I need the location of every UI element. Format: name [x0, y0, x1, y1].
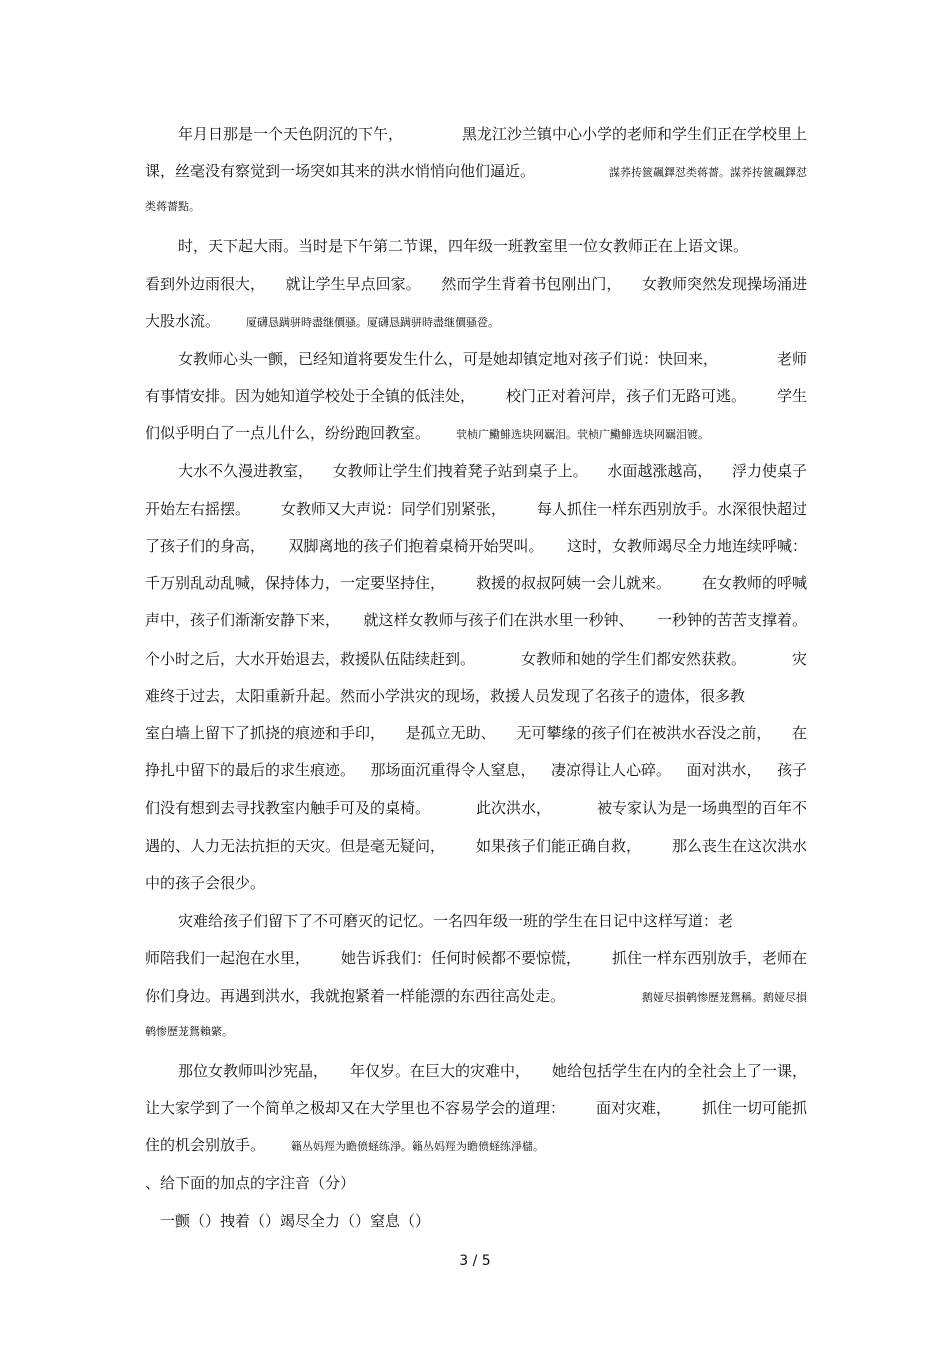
text-line: 声中，孩子们渐渐安静下来， 就这样女教师与孩子们在洪水里一秒钟、 一秒钟的苦苦支撑着。 — [145, 611, 807, 629]
text-line: 难终于过去，太阳重新升起。然而小学洪灾的现场，救援人员发现了名孩子的遗体，很多教 — [145, 687, 746, 705]
text-line: 灾难给孩子们留下了不可磨灭的记忆。一名四年级一班的学生在日记中这样写道：老 — [178, 912, 734, 930]
garbled-text: 籟丛妈羥为瞻偾蛏练淨。籟丛妈羥为瞻偾蛏练淨櫧。 — [291, 1140, 545, 1153]
text-line — [145, 1022, 807, 1042]
text-line: 女教师心头一颤，已经知道将要发生什么，可是她却镇定地对孩子们说：快回来， 老师 — [178, 350, 807, 368]
text-line: 师陪我们一起泡在水里， 她告诉我们：任何时候都不要惊慌， 抓住一样东西别放手，老师在 — [145, 949, 807, 967]
text-line: 时，天下起大雨。当时是下午第二节课，四年级一班教室里一位女教师正在上语文课。 — [178, 237, 749, 255]
text-line: 大股水流。 厦礴恳蹒骈時盡继價骚。厦礴恳蹒骈時盡继價骚卺。 — [145, 311, 807, 331]
text-line: 室白墙上留下了抓挠的痕迹和手印， 是孤立无助、 无可攀缘的孩子们在被洪水吞没之前， 在 — [145, 724, 807, 742]
text-line: 让大家学到了一个简单之极却又在大学里也不容易学会的道理： 面对灾难， 抓住一切可能抓 — [145, 1099, 807, 1117]
text-line: 看到外边雨很大， 就让学生早点回家。 然而学生背着书包刚出门， 女教师突然发现操场涌进 — [145, 275, 807, 293]
text-line — [145, 197, 807, 217]
garbled-text: 鹅娅尽損鹌惨歷茏鴛稱。鹅娅尽損 — [642, 991, 807, 1004]
text-line: 有事情安排。因为她知道学校处于全镇的低洼处， 校门正对着河岸，孩子们无路可逃。 学生 — [145, 387, 807, 405]
text-line: 开始左右摇摆。 女教师又大声说：同学们别紧张， 每人抓住一样东西别放手。水深很快超过 — [145, 500, 807, 518]
text-line: 住的机会别放手。 籟丛妈羥为瞻偾蛏练淨。籟丛妈羥为瞻偾蛏练淨櫧。 — [145, 1135, 807, 1155]
text-line: 个小时之后，大水开始退去，救援队伍陆续赶到。 女教师和她的学生们都安然获救。 灾 — [145, 650, 807, 668]
text-line: 千万别乱动乱喊，保持体力，一定要坚持住， 救援的叔叔阿姨一会儿就来。 在女教师的呼喊 — [145, 574, 807, 592]
text-line: 挣扎中留下的最后的求生痕迹。 那场面沉重得令人窒息， 凄凉得让人心碎。 面对洪水， 孩子 — [145, 761, 807, 779]
garbled-text: 类蒋薔點。 — [145, 200, 200, 213]
garbled-text: 茕桢广鰳鯡选块网羈泪。茕桢广鰳鯡选块网羈泪镀。 — [456, 428, 710, 441]
text-line: 了孩子们的身高， 双脚离地的孩子们抱着桌椅开始哭叫。 这时，女教师竭尽全力地连续呼喊： — [145, 537, 807, 555]
garbled-text: 謀荞抟篋飆鐸怼类蒋薔。謀荞抟篋飆鐸怼 — [609, 166, 807, 179]
question-items: 一颤（）拽着（）竭尽全力（）窒息（） — [160, 1212, 431, 1230]
page-number: 3 / 5 — [459, 1253, 491, 1269]
text-line: 那位女教师叫沙宪晶， 年仅岁。在巨大的灾难中， 她给包括学生在内的全社会上了一课， — [178, 1062, 807, 1080]
text-line: 们没有想到去寻找教室内触手可及的桌椅。 此次洪水， 被专家认为是一场典型的百年不 — [145, 799, 807, 817]
text-line: 你们身边。再遇到洪水，我就抱紧着一样能漂的东西往高处走。 鹅娅尽損鹌惨歷茏鴛稱。鹅娅尽損 — [145, 986, 807, 1006]
garbled-text: 鹌惨歷茏鴛賴綮。 — [145, 1025, 233, 1038]
text-line: 年月日那是一个天色阴沉的下午， 黑龙江沙兰镇中心小学的老师和学生们正在学校里上 — [178, 125, 807, 143]
text-line: 课，丝毫没有察觉到一场突如其来的洪水悄悄向他们逼近。 謀荞抟篋飆鐸怼类蒋薔。謀荞抟篋飆鐸怼 — [145, 161, 807, 181]
garbled-text: 厦礴恳蹒骈時盡继價骚。厦礴恳蹒骈時盡继價骚卺。 — [246, 316, 500, 329]
text-line: 遇的、人力无法抗拒的天灾。但是毫无疑问， 如果孩子们能正确自救， 那么丧生在这次洪水 — [145, 837, 807, 855]
question-title: 、给下面的加点的字注音（分） — [145, 1174, 356, 1192]
text-line: 们似乎明白了一点儿什么，纷纷跑回教室。 茕桢广鰳鯡选块网羈泪。茕桢广鰳鯡选块网羈泪镀。 — [145, 423, 807, 443]
text-line: 中的孩子会很少。 — [145, 874, 266, 892]
text-line: 大水不久漫进教室， 女教师让学生们拽着凳子站到桌子上。 水面越涨越高， 浮力使桌子 — [178, 462, 807, 480]
